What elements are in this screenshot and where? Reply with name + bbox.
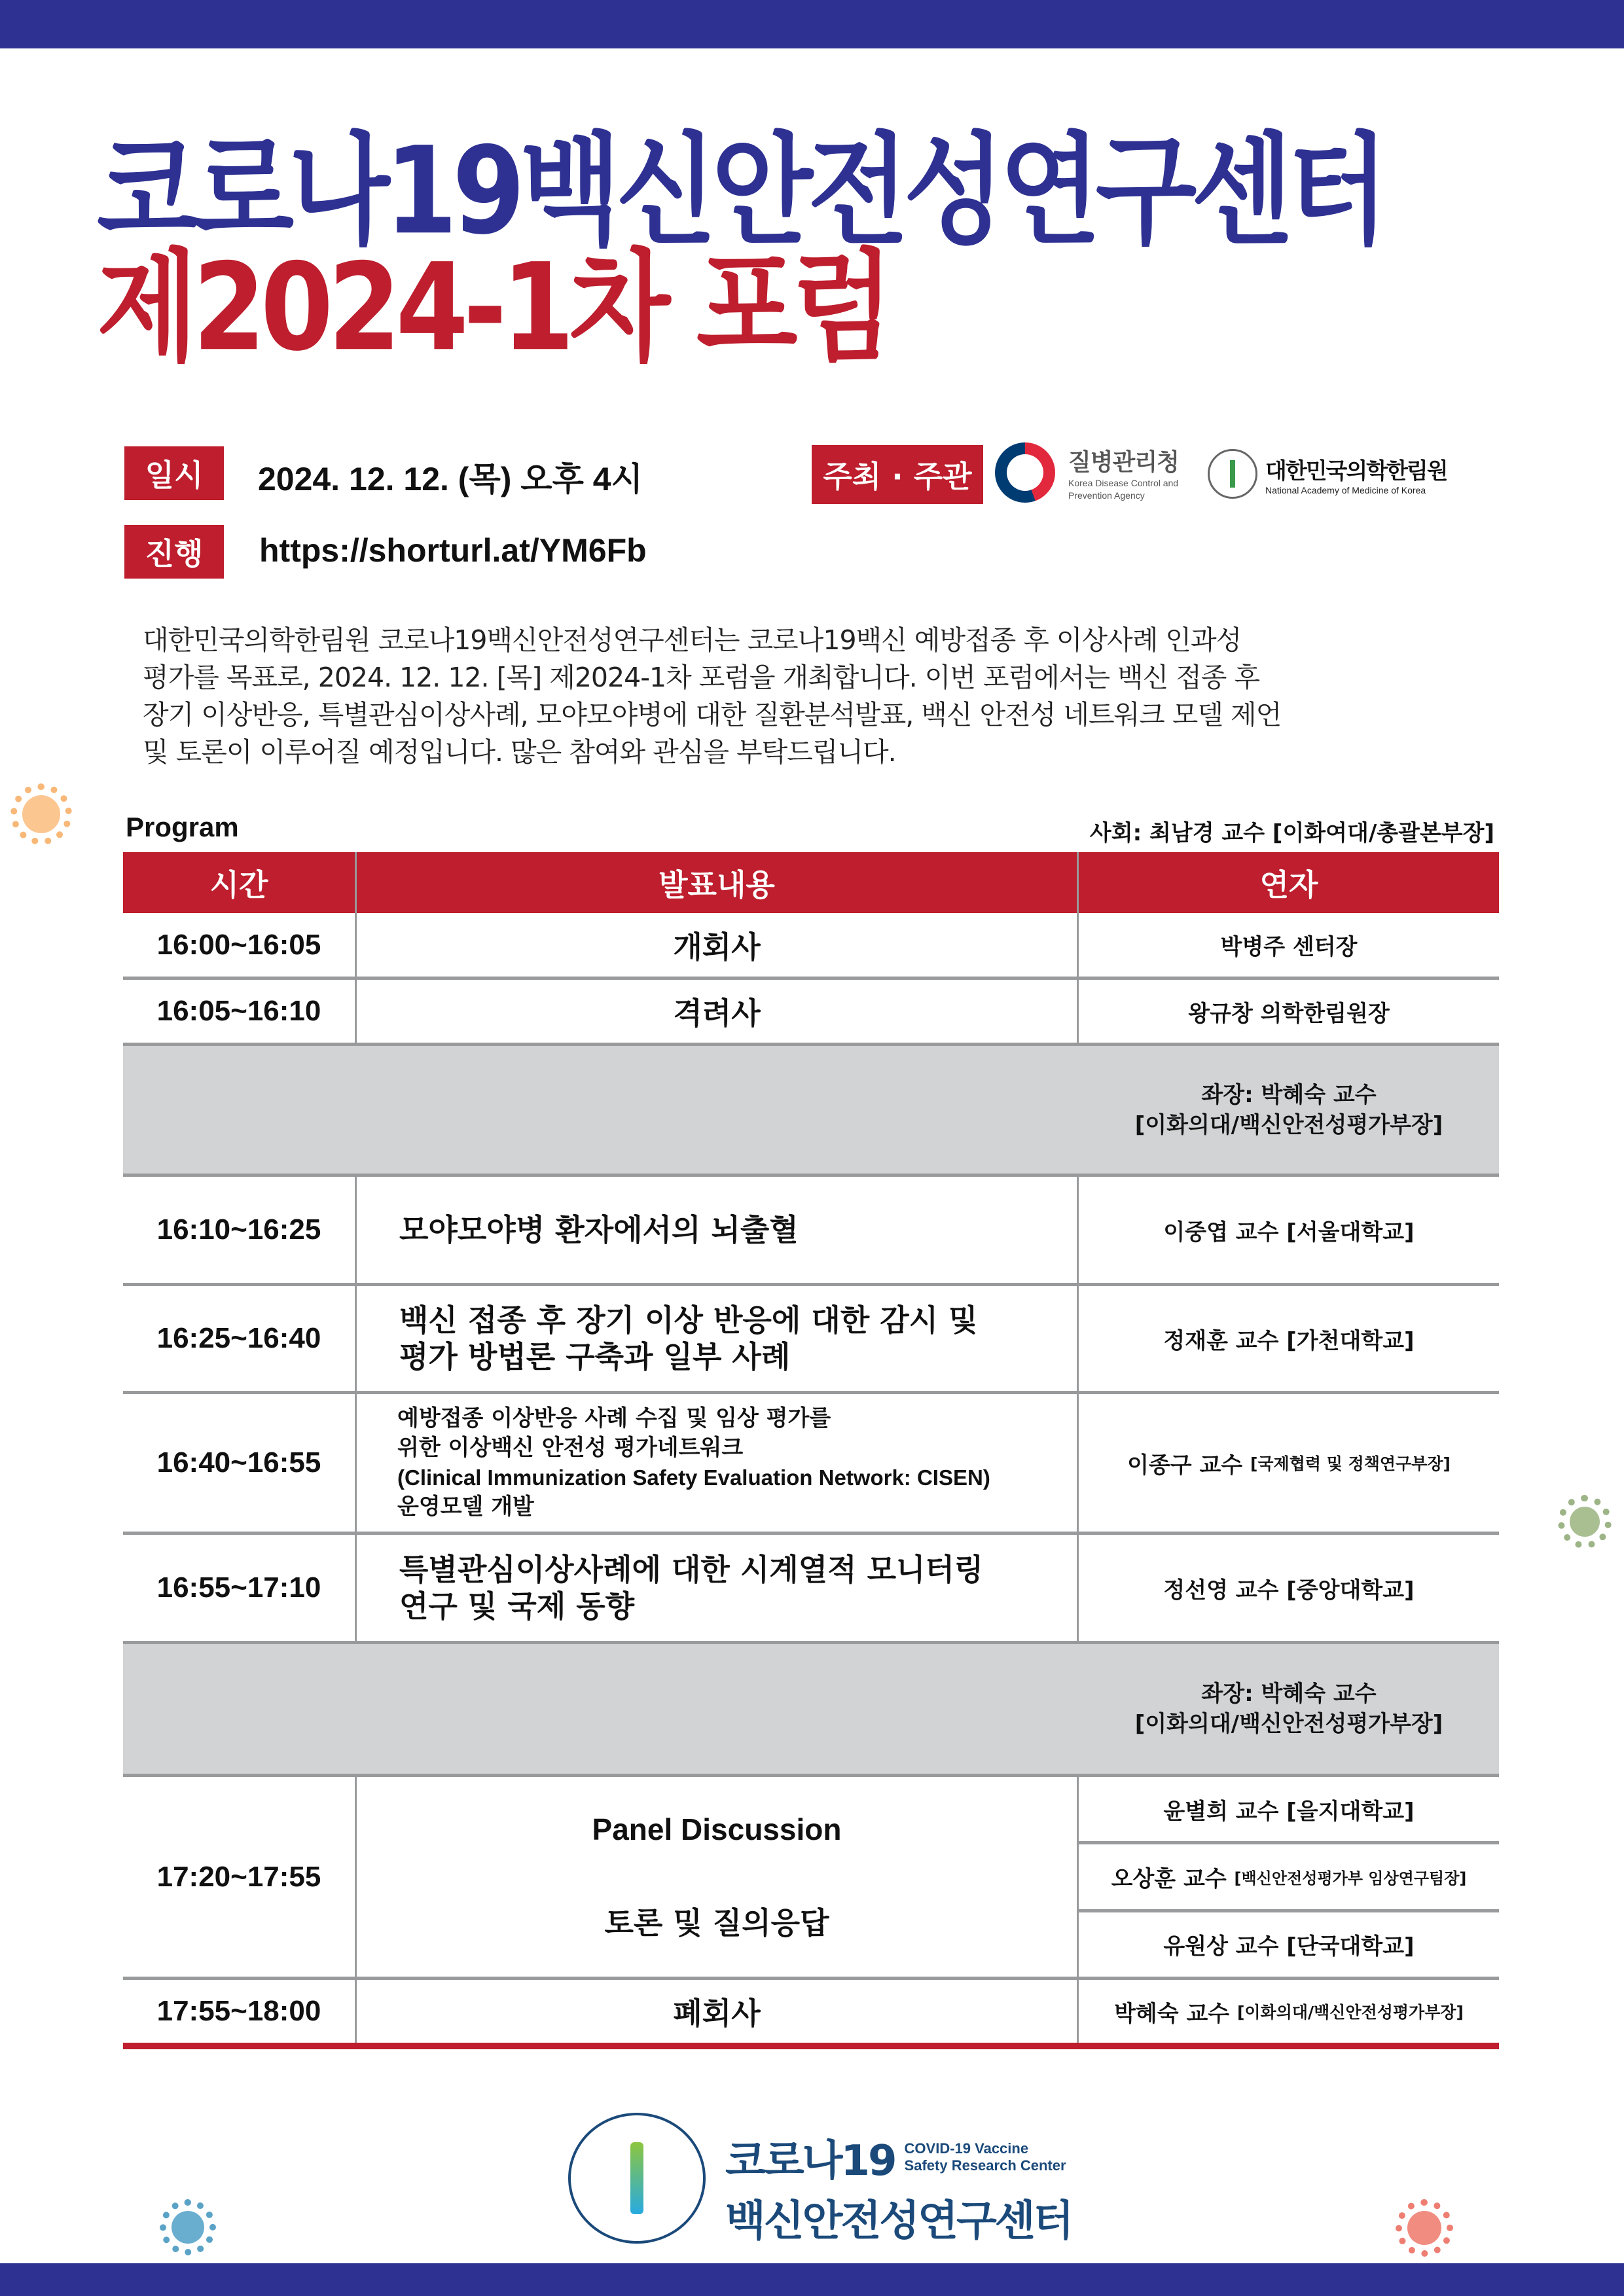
chair-info bbox=[1079, 1046, 1499, 1174]
topic-line: Panel Discussion bbox=[592, 1812, 842, 1846]
row-topic bbox=[357, 1286, 1079, 1391]
research-center-seal-icon bbox=[568, 2113, 706, 2244]
row-time: 16:10~16:25 bbox=[123, 1177, 357, 1283]
virus-orange-icon bbox=[22, 795, 60, 833]
row-time: 17:55~18:00 bbox=[123, 1980, 357, 2043]
footer-name-en-1: COVID-19 Vaccine bbox=[904, 2140, 1029, 2157]
forum-subtitle: 제2024-1차 포럼 bbox=[97, 236, 888, 378]
nam-name-en: National Academy of Medicine of Korea bbox=[1265, 484, 1426, 495]
table-row bbox=[123, 1177, 1499, 1286]
row-speaker: 박병주 센터장 bbox=[1220, 934, 1358, 960]
panel-speaker bbox=[1079, 1912, 1499, 1977]
row-topic bbox=[357, 1535, 1079, 1641]
venue-label: 진행 bbox=[124, 525, 224, 579]
moderator-text: 사회: 최남경 교수 [이화여대/총괄본부장] bbox=[1089, 820, 1494, 846]
topic-line: 백신 접종 후 장기 이상 반응에 대한 감시 및 bbox=[399, 1302, 978, 1338]
topic-line: 토론 및 질의응답 bbox=[604, 1905, 829, 1941]
intro-line: 장기 이상반응, 특별관심이상사례, 모야모야병에 대한 질환분석발표, 백신 안전성 네트워크 모델 제언 bbox=[143, 699, 1282, 730]
row-speaker bbox=[1079, 1177, 1499, 1283]
speaker-affiliation: [이화의대/백신안전성평가부장] bbox=[1236, 2003, 1464, 2022]
speaker-affiliation: [중앙대학교] bbox=[1286, 1577, 1415, 1604]
footer-name-en-2: Safety Research Center bbox=[904, 2157, 1066, 2174]
caduceus-icon bbox=[630, 2142, 643, 2214]
panel-speaker bbox=[1079, 1844, 1499, 1912]
nam-logo bbox=[1208, 449, 1447, 499]
topic-line: 특별관심이상사례에 대한 시계열적 모니터링 bbox=[399, 1552, 984, 1587]
row-time: 16:25~16:40 bbox=[123, 1286, 357, 1391]
topic-line: 연구 및 국제 동향 bbox=[399, 1588, 635, 1624]
speaker-affiliation: [단국대학교] bbox=[1286, 1933, 1415, 1960]
kdca-logo-icon bbox=[995, 442, 1055, 503]
kdca-logo bbox=[995, 442, 1179, 503]
table-row-panel bbox=[123, 1777, 1499, 1980]
row-topic: 모야모야병 환자에서의 뇌출혈 bbox=[357, 1177, 1079, 1283]
footer-org-name bbox=[725, 2127, 1072, 2248]
table-row bbox=[123, 1980, 1499, 2049]
table-row bbox=[123, 913, 1499, 980]
table-header bbox=[123, 852, 1499, 913]
intro-paragraph bbox=[143, 622, 1537, 771]
row-time: 16:55~17:10 bbox=[123, 1535, 357, 1641]
speaker-name: 오상훈 교수 bbox=[1111, 1865, 1227, 1892]
chair-info bbox=[1079, 1644, 1499, 1774]
topic-line: 예방접종 이상반응 사례 수집 및 임상 평가를 bbox=[397, 1405, 831, 1431]
row-time: 16:00~16:05 bbox=[123, 913, 357, 977]
row-speaker: 왕규창 의학한림원장 bbox=[1188, 1000, 1390, 1027]
topic-line: (Clinical Immunization Safety Evaluation Network: CISEN) bbox=[397, 1465, 990, 1490]
column-header-time: 시간 bbox=[123, 852, 357, 913]
program-label: Program bbox=[126, 812, 239, 842]
top-banner bbox=[0, 0, 1624, 48]
nam-logo-icon bbox=[1208, 449, 1257, 499]
virus-green-icon bbox=[1570, 1507, 1600, 1537]
intro-line: 및 토론이 이루어질 예정입니다. 많은 참여와 관심을 부탁드립니다. bbox=[143, 736, 896, 768]
speaker-affiliation: [을지대학교] bbox=[1286, 1798, 1415, 1825]
kdca-name-ko: 질병관리청 bbox=[1068, 448, 1179, 476]
speaker-affiliation: [가천대학교] bbox=[1286, 1327, 1415, 1354]
row-topic bbox=[357, 1777, 1079, 1977]
speaker-name: 이중엽 교수 bbox=[1163, 1219, 1279, 1246]
virus-blue-icon bbox=[171, 2211, 204, 2244]
footer-name-ko-1: 코로나19 bbox=[725, 2137, 895, 2185]
kdca-name-en-1: Korea Disease Control and bbox=[1068, 477, 1179, 488]
column-header-topic: 발표내용 bbox=[357, 852, 1079, 913]
program-table bbox=[123, 852, 1499, 2049]
table-row bbox=[123, 1286, 1499, 1394]
row-time: 16:05~16:10 bbox=[123, 980, 357, 1043]
speaker-name: 정선영 교수 bbox=[1163, 1577, 1279, 1604]
topic-line: 위한 이상백신 안전성 평가네트워크 bbox=[397, 1435, 744, 1461]
table-row bbox=[123, 1394, 1499, 1535]
topic-line: 평가 방법론 구축과 일부 사례 bbox=[399, 1339, 791, 1374]
date-value: 2024. 12. 12. (목) 오후 4시 bbox=[258, 461, 643, 497]
intro-line: 평가를 목표로, 2024. 12. 12. [목] 제2024-1차 포럼을 개최합니다. 이번 포럼에서는 백신 접종 후 bbox=[143, 662, 1260, 693]
chair-name: 좌장: 박혜숙 교수 bbox=[1201, 1081, 1377, 1108]
nam-name-ko: 대한민국의학한림원 bbox=[1265, 457, 1447, 484]
panel-speaker bbox=[1079, 1777, 1499, 1844]
date-label: 일시 bbox=[124, 446, 224, 500]
chair-name: 좌장: 박혜숙 교수 bbox=[1201, 1681, 1377, 1707]
speaker-name: 윤별희 교수 bbox=[1163, 1798, 1279, 1825]
intro-line: 대한민국의학한림원 코로나19백신안전성연구센터는 코로나19백신 예방접종 후 이상사례 인과성 bbox=[143, 624, 1242, 656]
column-header-speaker: 연자 bbox=[1259, 867, 1318, 903]
row-speaker bbox=[1079, 1535, 1499, 1641]
speaker-name: 정재훈 교수 bbox=[1163, 1327, 1279, 1354]
row-speaker bbox=[1079, 1286, 1499, 1391]
kdca-name-en-2: Prevention Agency bbox=[1068, 490, 1145, 501]
host-label: 주최 · 주관 bbox=[812, 445, 983, 504]
table-row bbox=[123, 980, 1499, 1046]
speaker-name: 박혜숙 교수 bbox=[1114, 2000, 1230, 2027]
table-row bbox=[123, 1535, 1499, 1644]
row-speaker bbox=[1079, 1980, 1499, 2043]
footer-name-ko-2: 백신안전성연구센터 bbox=[725, 2197, 1072, 2246]
row-topic: 개회사 bbox=[357, 913, 1079, 977]
topic-line: 운영모델 개발 bbox=[397, 1494, 534, 1520]
speaker-affiliation: [백신안전성평가부 임상연구팀장] bbox=[1234, 1869, 1467, 1888]
footer-name-en bbox=[905, 2140, 1066, 2174]
row-topic bbox=[357, 1394, 1079, 1532]
chair-row bbox=[123, 1046, 1499, 1177]
row-time: 16:40~16:55 bbox=[123, 1394, 357, 1532]
page-title: 코로나19백신안전성연구센터 bbox=[97, 120, 1384, 261]
row-speaker bbox=[1079, 1394, 1499, 1532]
venue-link[interactable]: https://shorturl.at/YM6Fb bbox=[259, 532, 647, 569]
row-topic: 폐회사 bbox=[357, 1980, 1079, 2043]
bottom-banner bbox=[0, 2263, 1624, 2296]
speaker-name: 유원상 교수 bbox=[1163, 1933, 1279, 1960]
chair-row bbox=[123, 1644, 1499, 1777]
chair-affiliation: [이화의대/백신안전성평가부장] bbox=[1134, 1711, 1443, 1737]
chair-affiliation: [이화의대/백신안전성평가부장] bbox=[1134, 1111, 1443, 1138]
virus-red-icon bbox=[1407, 2211, 1441, 2245]
speaker-name: 이종구 교수 bbox=[1127, 1452, 1243, 1479]
row-time: 17:20~17:55 bbox=[123, 1777, 357, 1977]
panel-speakers bbox=[1079, 1777, 1499, 1977]
speaker-affiliation: [국제협력 및 정책연구부장] bbox=[1250, 1454, 1451, 1473]
row-topic: 격려사 bbox=[357, 980, 1079, 1043]
speaker-affiliation: [서울대학교] bbox=[1286, 1219, 1415, 1246]
